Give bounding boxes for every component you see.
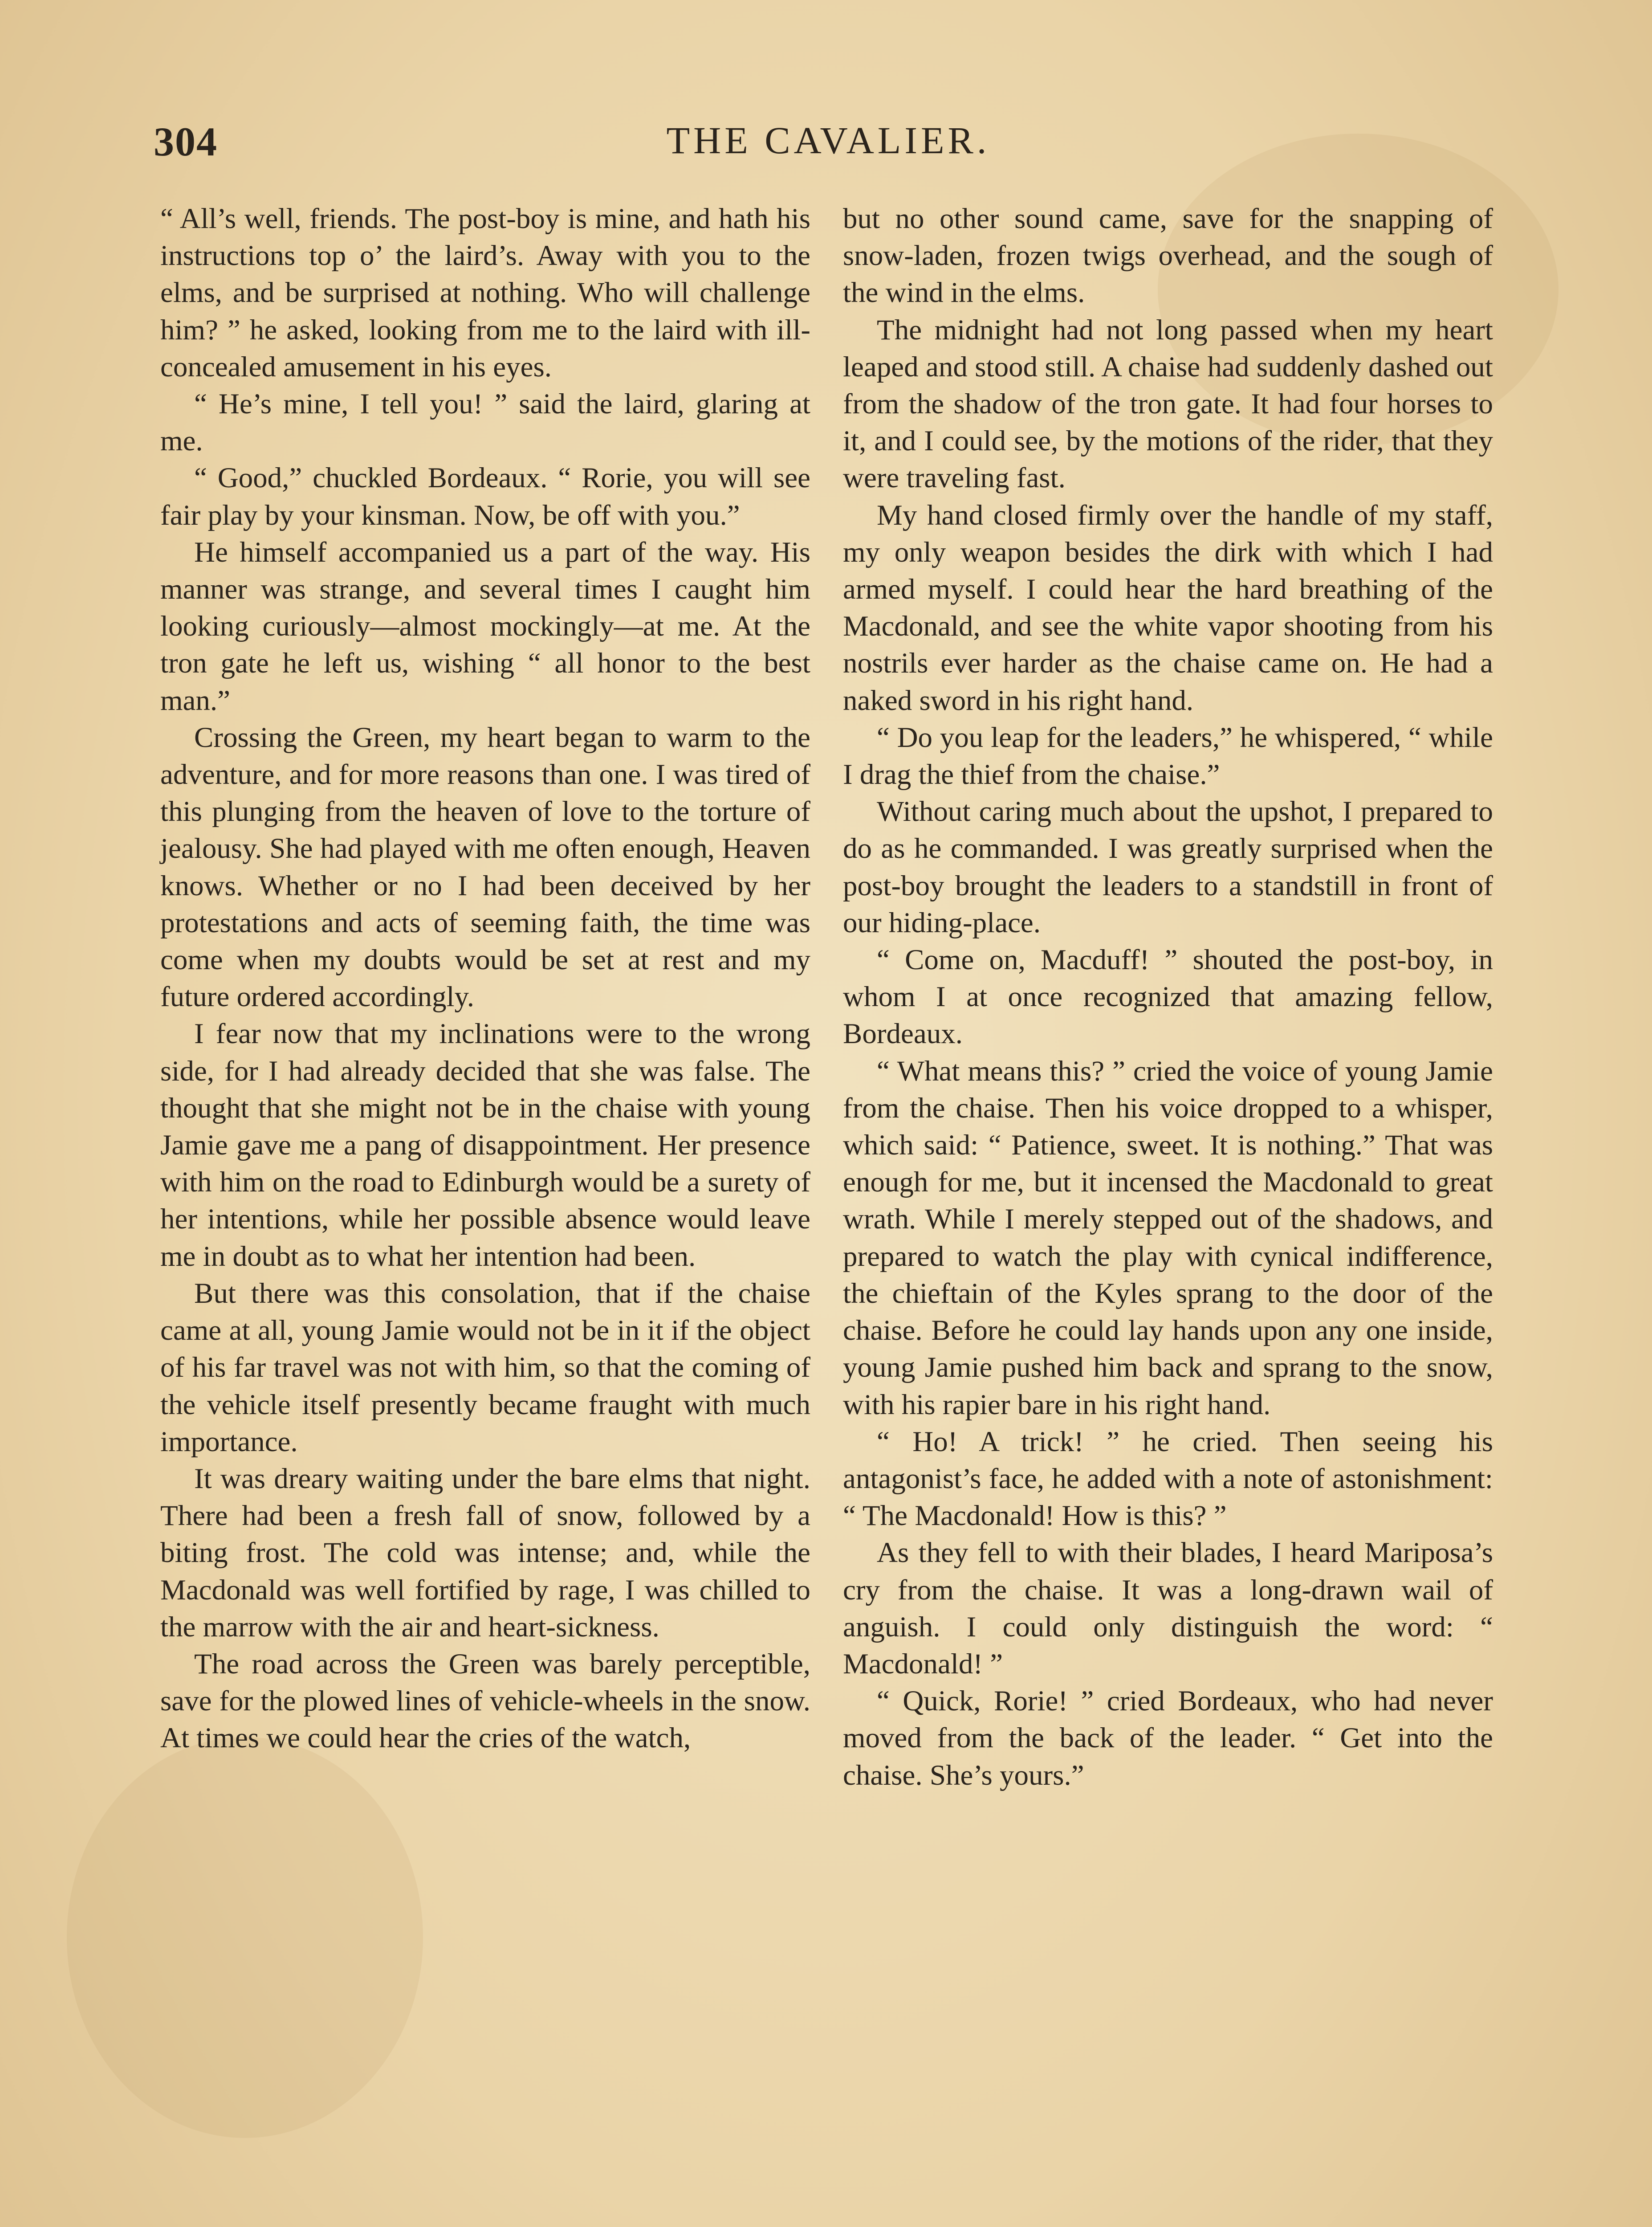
paragraph: “ Good,” chuckled Bordeaux. “ Rorie, you will see fair play by your kinsman. Now, be off with you.” xyxy=(160,462,810,531)
running-head: THE CAVALIER. xyxy=(666,119,990,162)
page-number: 304 xyxy=(154,119,218,164)
right-column xyxy=(843,200,1493,1794)
paragraph: My hand closed firmly over the handle of my staff, my only weapon besides the dirk with which I had armed myself. I could hear the hard breathing of the Macdonald, and see the white vapor shooting from his nostrils ever harder as the chaise came on. He had a naked sword in his right hand. xyxy=(843,499,1493,717)
paragraph: As they fell to with their blades, I heard Mariposa’s cry from the chaise. It was a long-drawn wail of anguish. I could only distinguish the word: “ Macdonald! ” xyxy=(843,1537,1493,1680)
paragraph: but no other sound came, save for the snapping of snow-laden, frozen twigs overhead, and the sough of the wind in the elms. xyxy=(843,203,1493,309)
paragraph: It was dreary waiting under the bare elms that night. There had been a fresh fall of snow, followed by a biting frost. The cold was intense; and, while the Macdonald was well fortified by rage, I was chilled to the marrow with the air and heart-sickness. xyxy=(160,1462,810,1643)
left-column xyxy=(160,200,810,1757)
paragraph: The midnight had not long passed when my heart leaped and stood still. A chaise had suddenly dashed out from the shadow of the tron gate. It had four horses to it, and I could see, by the motions of the rider, that they were traveling fast. xyxy=(843,314,1493,494)
paragraph: “ What means this? ” cried the voice of young Jamie from the chaise. Then his voice dropped to a whisper, which said: “ Patience, sweet. It is nothing.” That was enough for me, but it incensed the Macdonald to great wrath. While I merely stepped out of the shadows, and prepared to watch the play with cynical indifference, the chieftain of the Kyles sprang to the door of the chaise. Before he could lay hands upon any one inside, young Jamie pushed him back and sprang to the snow, with his rapier bare in his right hand. xyxy=(843,1055,1493,1421)
page-header xyxy=(154,118,1503,180)
paragraph: He himself accompanied us a part of the way. His manner was strange, and several times I caught him looking curiously—almost mockingly—at me. At the tron gate he left us, wishing “ all honor to the best man.” xyxy=(160,536,810,717)
paragraph: But there was this consolation, that if the chaise came at all, young Jamie would not be in it if the object of his far travel was not with him, so that the coming of the vehicle itself presently became fraught with much importance. xyxy=(160,1277,810,1458)
paragraph: The road across the Green was barely perceptible, save for the plowed lines of vehicle-wheels in the snow. At times we could hear the cries of the watch, xyxy=(160,1648,810,1754)
paragraph: Without caring much about the upshot, I prepared to do as he commanded. I was greatly surprised when the post-boy brought the leaders to a standstill in front of our hiding-place. xyxy=(843,795,1493,939)
paragraph: “ All’s well, friends. The post-boy is mine, and hath his instructions top o’ the laird’s. Away with you to the elms, and be surprised at nothing. Who will challenge him? ” he asked, looking from me to the laird with ill-concealed amusement in his eyes. xyxy=(160,203,810,383)
paragraph: “ Come on, Macduff! ” shouted the post-boy, in whom I at once recognized that amazing fellow, Bordeaux. xyxy=(843,944,1493,1050)
paragraph: “ Do you leap for the leaders,” he whispered, “ while I drag the thief from the chaise.” xyxy=(843,721,1493,791)
paragraph: “ Ho! A trick! ” he cried. Then seeing his antagonist’s face, he added with a note of astonishment: “ The Macdonald! How is this? ” xyxy=(843,1425,1493,1532)
paragraph: I fear now that my inclinations were to the wrong side, for I had already decided that she was false. The thought that she might not be in the chaise with young Jamie gave me a pang of disappointment. Her presence with him on the road to Edinburgh would be a surety of her intentions, while her possible absence would leave me in doubt as to what her intention had been. xyxy=(160,1018,810,1273)
paragraph: Crossing the Green, my heart began to warm to the adventure, and for more reasons than one. I was tired of this plunging from the heaven of love to the torture of jealousy. She had played with me often enough, Heaven knows. Whether or no I had been deceived by her protestations and acts of seeming faith, the time was come when my doubts would be set at rest and my future ordered accordingly. xyxy=(160,721,810,1013)
paragraph: “ He’s mine, I tell you! ” said the laird, glaring at me. xyxy=(160,388,810,457)
paper-stain xyxy=(67,1737,423,2138)
paragraph: “ Quick, Rorie! ” cried Bordeaux, who had never moved from the back of the leader. “ Get into the chaise. She’s yours.” xyxy=(843,1685,1493,1791)
